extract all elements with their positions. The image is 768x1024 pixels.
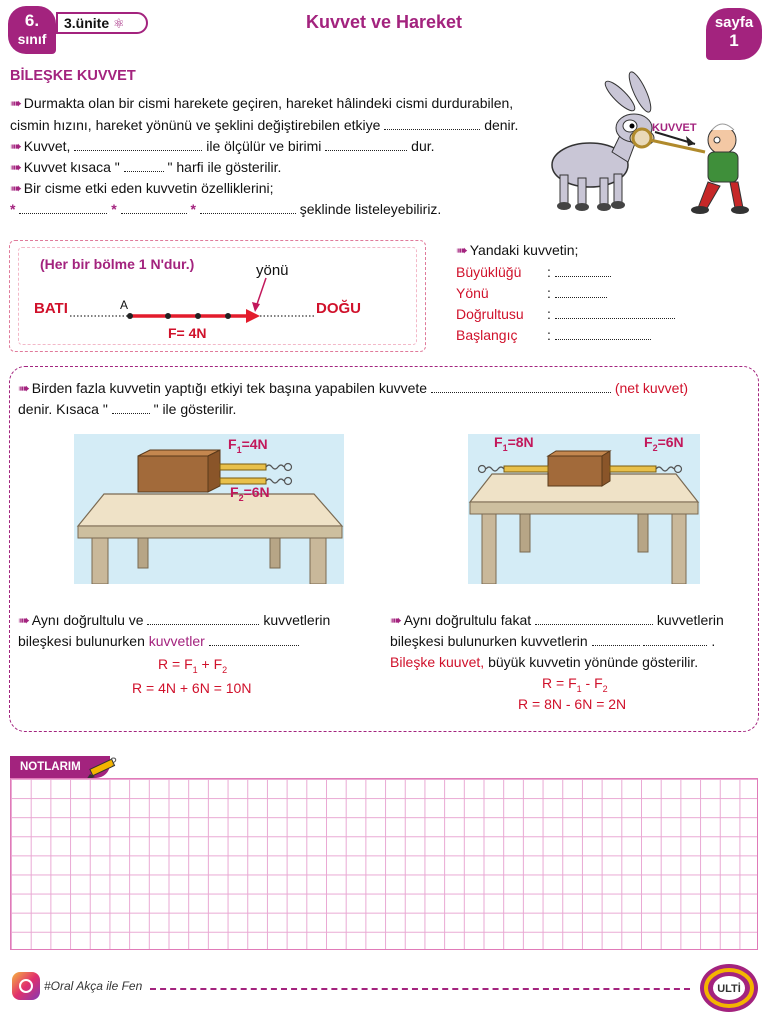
blank-subtract-2[interactable] xyxy=(643,636,707,646)
pencil-arrow-icon: ➠ xyxy=(10,180,22,196)
notes-title: NOTLARIM xyxy=(10,756,110,778)
pencil-arrow-icon: ➠ xyxy=(10,159,22,175)
right-line-3: Bileşke kuuvet, büyük kuvvetin yönünde gösterilir. xyxy=(390,654,699,670)
pencil-arrow-icon: ➠ xyxy=(390,612,402,628)
table-opposite-direction-scene xyxy=(468,434,700,584)
intro-line-3: ➠ Kuvvet, ile ölçülür ve birimi dur. xyxy=(10,138,435,154)
footer-divider xyxy=(150,988,690,990)
page-badge xyxy=(706,8,762,60)
blank-property-1[interactable] xyxy=(19,204,107,214)
left-calculation: R = 4N + 6N = 10N xyxy=(132,680,252,696)
atom-icon: ⚛ xyxy=(113,16,125,31)
social-handle[interactable]: #Oral Akça ile Fen xyxy=(44,979,143,993)
page-word: sayfa xyxy=(714,14,754,31)
props-intro: ➠ Yandaki kuvvetin; xyxy=(456,242,579,258)
prop-field-origin: : xyxy=(547,327,651,343)
left-f2-label: $F_2=6N$ xyxy=(230,484,270,503)
pencil-arrow-icon: ➠ xyxy=(456,242,468,258)
left-formula: $R = F_1 + F_2$ xyxy=(158,656,228,675)
point-a-label: A xyxy=(120,298,129,312)
prop-label-direction: Yönü xyxy=(456,285,489,301)
grade-word: sınıf xyxy=(17,31,47,47)
blank-property-2[interactable] xyxy=(121,204,187,214)
prop-label-origin: Başlangıç xyxy=(456,327,518,343)
blank-add[interactable] xyxy=(209,636,299,646)
blank-net-force[interactable] xyxy=(431,383,611,393)
blank-net-symbol[interactable] xyxy=(112,404,150,414)
division-note: (Her bir bölme 1 N'dur.) xyxy=(40,256,195,272)
right-f1-label: $F_1=8N$ xyxy=(494,434,534,453)
page-title: Kuvvet ve Hareket xyxy=(305,12,463,32)
right-formula: $R = F_1 - F_2$ xyxy=(542,675,608,694)
east-label: DOĞU xyxy=(316,300,361,317)
left-line-2: bileşkesi bulunurken kuvvetler xyxy=(18,633,299,649)
intro-line-1: ➠ Durmakta olan bir cismi harekete geçiren, hareket hâlindeki cismi durdurabilen, xyxy=(10,95,514,111)
right-f2-label: $F_2=6N$ xyxy=(644,434,684,453)
blank-same-direction[interactable] xyxy=(147,615,259,625)
prop-label-line: Doğrultusu xyxy=(456,306,524,322)
table-same-direction-scene xyxy=(74,434,344,584)
left-line-1: ➠ Aynı doğrultulu ve kuvvetlerin xyxy=(18,612,331,628)
right-line-1: ➠ Aynı doğrultulu fakat kuvvetlerin xyxy=(390,612,724,628)
unit-label: 3.ünite xyxy=(64,15,110,31)
svg-text:?: ? xyxy=(110,755,117,769)
instagram-icon[interactable] xyxy=(12,972,40,1000)
net-line-1: ➠ Birden fazla kuvvetin yaptığı etkiyi tek başına yapabilen kuvvete (net kuvvet) xyxy=(18,380,688,396)
blank-subtract-1[interactable] xyxy=(592,636,640,646)
cartoon-force-label: KUVVET xyxy=(652,122,697,134)
ulti-logo xyxy=(698,960,760,1016)
logo-text: ULTİ xyxy=(717,983,741,995)
blank-symbol[interactable] xyxy=(124,162,164,172)
notes-grid[interactable] xyxy=(10,778,758,950)
blank-unit[interactable] xyxy=(325,141,407,151)
left-f1-label: $F_1=4N$ xyxy=(228,436,268,455)
prop-label-magnitude: Büyüklüğü xyxy=(456,264,522,280)
prop-field-magnitude: : xyxy=(547,264,611,280)
donkey-pulling-cartoon xyxy=(530,70,760,220)
direction-label: yönü xyxy=(256,262,289,279)
blank-property-3[interactable] xyxy=(200,204,296,214)
prop-field-direction: : xyxy=(547,285,607,301)
intro-line-5: ➠ Bir cisme etki eden kuvvetin özelliklerini; xyxy=(10,180,274,196)
pencil-arrow-icon: ➠ xyxy=(10,138,22,154)
pencil-arrow-icon: ➠ xyxy=(10,95,22,111)
intro-line-2: cismin hızını, hareket yönünü ve şeklini değiştirebilen etkiye denir. xyxy=(10,117,519,133)
blank-opposite-direction[interactable] xyxy=(535,615,653,625)
net-line-2: denir. Kısaca " " ile gösterilir. xyxy=(18,401,237,417)
right-calculation: R = 8N - 6N = 2N xyxy=(518,696,627,712)
pencil-arrow-icon: ➠ xyxy=(18,612,30,628)
force-label: F= 4N xyxy=(168,325,207,341)
force-vector-diagram xyxy=(70,270,320,330)
intro-line-4: ➠ Kuvvet kısaca " " harfi ile gösterilir. xyxy=(10,159,282,175)
pencil-arrow-icon: ➠ xyxy=(18,380,30,396)
west-label: BATI xyxy=(34,300,68,317)
intro-line-6: * * * şeklinde listeleyebiliriz. xyxy=(10,201,442,217)
blank-instrument[interactable] xyxy=(74,141,202,151)
right-line-2: bileşkesi bulunurken kuvvetlerin . xyxy=(390,633,716,649)
prop-field-line: : xyxy=(547,306,675,322)
grade-number: 6. xyxy=(24,11,40,30)
page-number: 1 xyxy=(729,31,739,50)
blank-force[interactable] xyxy=(384,120,480,130)
section-title: BİLEŞKE KUVVET xyxy=(10,68,136,84)
